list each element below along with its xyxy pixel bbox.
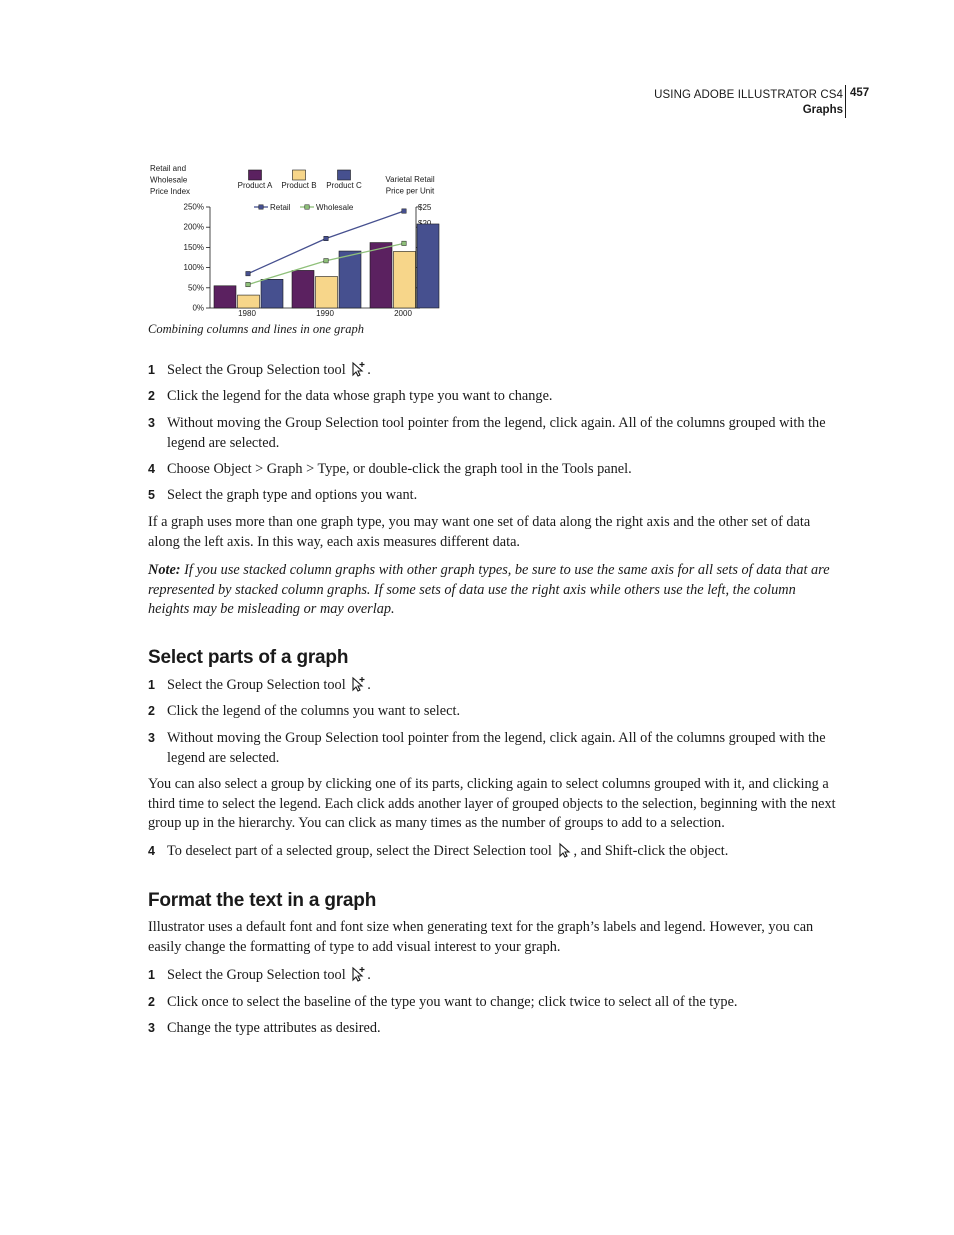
column-bar: [238, 295, 260, 308]
step-suffix: .: [367, 967, 371, 983]
series-point: [402, 209, 406, 213]
step-number: 4: [148, 844, 155, 858]
note: [148, 561, 840, 620]
paragraph-select-group: You can also select a group by clicking one of its parts, clicking again to select columns grouped with it, and clicking a third time to select the legend. Each click adds another layer of grouped objects to the selection, beginning with the next group up in the hierarchy. You can click as many times as the number of groups to add to a selection.: [148, 776, 836, 831]
step-text: Click the legend for the data whose graph type you want to change.: [167, 388, 553, 404]
running-header: [654, 88, 843, 118]
right-axis-title-line: Varietal Retail: [385, 175, 435, 184]
column-bar: [394, 251, 416, 308]
step-number: 3: [148, 731, 155, 745]
group-selection-tool-icon: [350, 966, 366, 982]
step-suffix: .: [367, 362, 371, 378]
section-heading-format-text: Format the text in a graph: [148, 890, 377, 911]
step-text: Choose Object > Graph > Type, or double-click the graph tool in the Tools panel.: [167, 461, 632, 477]
step-number: 1: [148, 678, 155, 692]
column-bar: [370, 243, 392, 308]
step-suffix: .: [367, 677, 371, 693]
series-point: [324, 236, 328, 240]
select-step-4: [148, 842, 840, 862]
legend-label: Product A: [237, 181, 273, 190]
series-point: [402, 241, 406, 245]
left-tick-label: 50%: [187, 283, 204, 293]
paragraph-axis: If a graph uses more than one graph type, you may want one set of data along the right axis and the other set of data along the left axis. In this way, each axis measures different data.: [148, 514, 811, 550]
direct-selection-tool-icon: [556, 842, 572, 858]
column-bar: [417, 224, 439, 308]
select-step-1: [148, 676, 840, 696]
note-text: If you use stacked column graphs with other graph types, be sure to use the same axis for all sets of data that are represented by stacked column graphs. If some sets of data use the right axis while others use the left, the column heights may be misleading or may overlap.: [148, 562, 830, 617]
step-number: 3: [148, 1021, 155, 1035]
step-number: 1: [148, 363, 155, 377]
column-bar: [316, 276, 338, 308]
line-legend-marker: [259, 205, 263, 209]
column-bar: [339, 251, 361, 308]
column-bar: [292, 270, 314, 308]
step-text-after: , and Shift-click the object.: [573, 843, 729, 859]
step-text: Click the legend of the columns you want to select.: [167, 703, 461, 719]
step-number: 2: [148, 389, 155, 403]
legend-swatch: [249, 170, 262, 180]
series-point: [324, 259, 328, 263]
right-tick-label: $25: [418, 203, 432, 212]
series-point: [246, 282, 250, 286]
category-label: 2000: [394, 309, 412, 318]
step-number: 2: [148, 995, 155, 1009]
step-text: Select the Group Selection tool: [167, 967, 346, 983]
category-label: 1980: [238, 309, 256, 318]
step-number: 1: [148, 968, 155, 982]
left-tick-label: 100%: [183, 263, 204, 273]
note-label: Note:: [148, 562, 181, 578]
book-title: USING ADOBE ILLUSTRATOR CS4: [654, 89, 843, 101]
format-step-1: [148, 966, 840, 986]
select-step-2: [148, 702, 840, 722]
step-text: Select the graph type and options you want.: [167, 487, 418, 503]
legend-swatch: [293, 170, 306, 180]
group-selection-tool-icon: [350, 361, 366, 377]
step-1: [148, 361, 840, 381]
column-bar: [214, 286, 236, 308]
left-tick-label: 150%: [183, 242, 204, 252]
step-text: To deselect part of a selected group, select the Direct Selection tool: [167, 843, 552, 859]
category-label: 1990: [316, 309, 334, 318]
step-5: [148, 486, 840, 506]
right-axis-title-line: Price per Unit: [385, 186, 435, 196]
line-legend-label: Wholesale: [316, 203, 354, 212]
left-axis-title-line: Retail and: [150, 164, 187, 173]
legend-swatch: [338, 170, 351, 180]
step-number: 4: [148, 462, 155, 476]
section-heading-select-parts: Select parts of a graph: [148, 647, 349, 668]
step-number: 5: [148, 488, 155, 502]
step-text: Without moving the Group Selection tool pointer from the legend, click again. All of the columns grouped with the legend are selected.: [167, 415, 826, 451]
legend-label: Product C: [326, 181, 362, 190]
left-tick-label: 200%: [183, 222, 204, 232]
figure-caption: Combining columns and lines in one graph: [148, 322, 364, 336]
left-tick-label: 0%: [192, 303, 204, 313]
left-tick-label: 250%: [183, 202, 204, 212]
step-text: Select the Group Selection tool: [167, 362, 346, 378]
step-3: [148, 414, 840, 453]
format-step-2: [148, 993, 840, 1013]
select-step-3: [148, 729, 840, 768]
step-text: Click once to select the baseline of the type you want to change; click twice to select all of the type.: [167, 994, 738, 1010]
step-2: [148, 387, 840, 407]
section-name: Graphs: [802, 104, 843, 116]
legend-label: Product B: [281, 181, 317, 190]
paragraph-format-text: Illustrator uses a default font and font size when generating text for the graph’s labels and legend. However, you can easily change the formatting of type to add visual interest to your graph.: [148, 919, 814, 955]
step-4: [148, 460, 840, 480]
series-point: [246, 271, 250, 275]
group-selection-tool-icon: [350, 676, 366, 692]
step-text: Without moving the Group Selection tool pointer from the legend, click again. All of the columns grouped with the legend are selected.: [167, 730, 826, 766]
line-legend-label: Retail: [270, 203, 291, 212]
step-number: 2: [148, 704, 155, 718]
combined-column-line-chart: [140, 160, 460, 322]
step-text: Select the Group Selection tool: [167, 677, 346, 693]
step-text: Change the type attributes as desired.: [167, 1020, 381, 1036]
header-divider: [845, 85, 846, 118]
column-bar: [261, 279, 283, 308]
step-number: 3: [148, 416, 155, 430]
format-step-3: [148, 1019, 840, 1039]
left-axis-title-line: Price Index: [150, 187, 191, 196]
left-axis-title-line: Wholesale: [150, 175, 188, 185]
line-legend-marker: [305, 205, 309, 209]
page-number: 457: [850, 87, 870, 99]
